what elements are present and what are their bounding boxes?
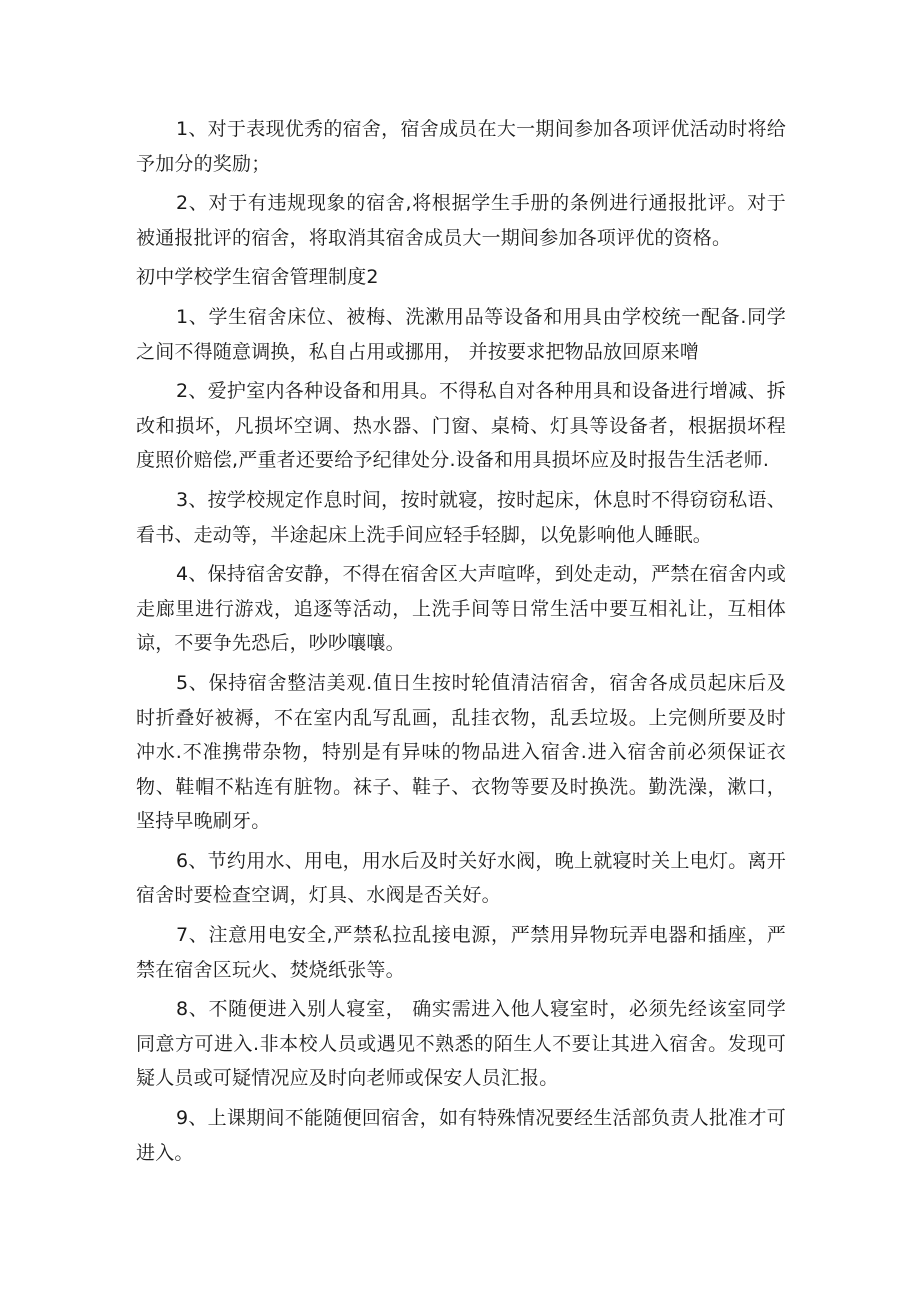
paragraph-s2-6: 6、节约用水、用电，用水后及时关好水阀，晚上就寝时关上电灯。离开宿舍时要检查空调，灯具、水阀是否关好。 [136, 849, 786, 907]
paragraph-s2-1: 1、学生宿舍床位、被梅、洗漱用品等设备和用具由学校统一配备.同学之间不得随意调换，私自占用或挪用， 并按要求把物品放回原来噌 [136, 305, 786, 363]
paragraph-s2-7: 7、注意用电安全,严禁私拉乱接电源，严禁用异物玩弄电器和插座，严禁在宿舍区玩火、焚烧纸张等。 [136, 924, 786, 981]
paragraph-s1-2: 2、对于有违规现象的宿舍,将根据学生手册的条例进行通报批评。对于被通报批评的宿舍，将取消其宿舍成员大一期间参加各项评优的资格。 [136, 192, 786, 249]
document-page [136, 112, 786, 1175]
section-heading: 初中学校学生宿舍管理制度2 [136, 266, 379, 289]
paragraph-s2-9: 9、上课期间不能随便回宿舍，如有特殊情况要经生活部负责人批准才可进入。 [136, 1107, 786, 1164]
paragraph-s2-4: 4、保持宿舍安静，不得在宿舍区大声喧哗，到处走动，严禁在宿舍内或走廊里进行游戏，追逐等活动，上洗手间等日常生活中要互相礼让，互相体谅，不要争先恐后，吵吵嚷嚷。 [136, 563, 786, 655]
paragraph-s1-1: 1、对于表现优秀的宿舍，宿舍成员在大一期间参加各项评优活动时将给予加分的奖励； [136, 118, 786, 175]
paragraph-s2-3: 3、按学校规定作息时间，按时就寝，按时起床，休息时不得窃窃私语、看书、走动等，半途起床上洗手间应轻手轻脚，以免影响他人睡眠。 [136, 488, 786, 546]
paragraph-s2-2: 2、爱护室内各种设备和用具。不得私自对各种用具和设备进行增减、拆改和损坏，凡损坏空调、热水器、门窗、桌椅、灯具等设备者，根据损坏程度照价赔偿,严重者还要给予纪律处分.设备和用具损坏应及时报告生活老师. [136, 380, 786, 472]
paragraph-s2-5: 5、保持宿舍整洁美观.值日生按时轮值清洁宿舍，宿舍各成员起床后及时折叠好被褥，不在室内乱写乱画，乱挂衣物，乱丢垃圾。上完侧所要及时冲水.不准携带杂物，特别是有异味的物品进入宿舍.进入宿舍前必须保证衣物、鞋帽不粘连有脏物。袜子、鞋子、衣物等要及时换洗。勤洗澡，漱口，坚持早晚刷牙。 [136, 671, 786, 833]
paragraph-s2-8: 8、不随便进入别人寝室， 确实需进入他人寝室时，必须先经该室同学同意方可进入.非本校人员或遇见不熟悉的陌生人不要让其进入宿舍。发现可疑人员或可疑情况应及时向老师或保安人员汇报。 [136, 998, 786, 1090]
